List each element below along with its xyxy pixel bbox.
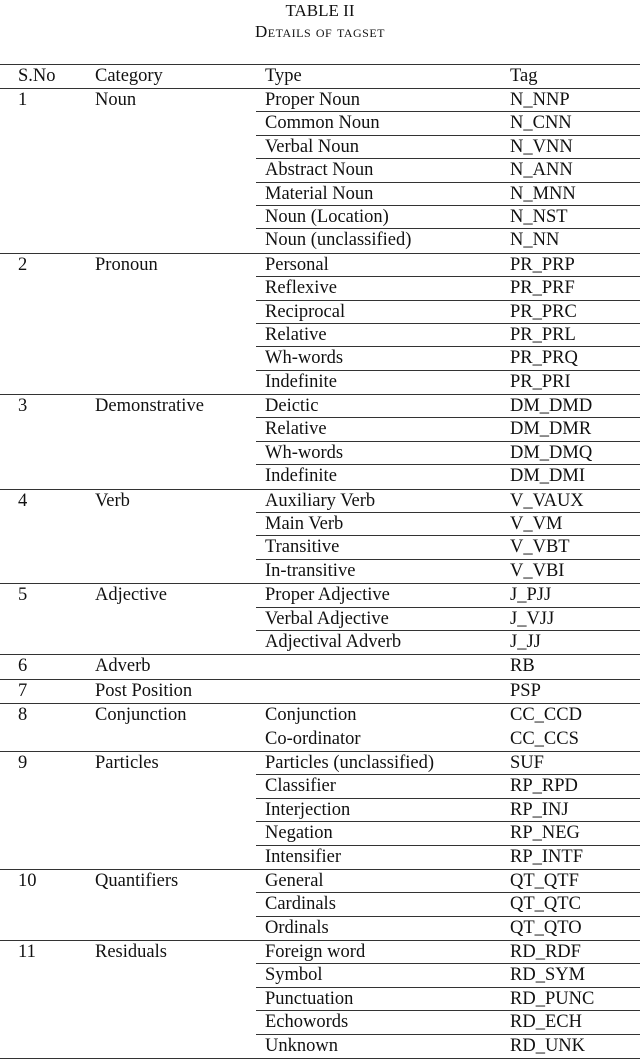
cell-type: Foreign word (265, 942, 366, 963)
cell-sno: 7 (18, 680, 28, 701)
cell-type: Noun (unclassified) (265, 230, 412, 251)
cell-type: Verbal Noun (265, 136, 360, 157)
table-row (0, 893, 640, 916)
table-row (0, 112, 640, 135)
cell-tag: RP_NEG (510, 823, 580, 844)
cell-sno: 1 (18, 90, 28, 110)
table-row (0, 751, 640, 775)
table-row (0, 418, 640, 441)
cell-tag: J_PJJ (510, 585, 552, 606)
table-row (0, 489, 640, 513)
cell-tag: RD_ECH (510, 1012, 582, 1033)
table-row (0, 964, 640, 987)
cell-type: Personal (265, 254, 329, 275)
cell-tag: J_JJ (510, 631, 541, 652)
cell-type: Adjectival Adverb (265, 631, 402, 652)
table-row (0, 89, 640, 112)
cell-tag: RB (510, 656, 535, 677)
cell-category: Noun (95, 90, 137, 110)
cell-type: Noun (Location) (265, 206, 389, 227)
cell-type: Auxiliary Verb (265, 490, 376, 511)
cell-tag: V_VBT (510, 537, 570, 558)
cell-tag: CC_CCD (510, 705, 582, 726)
cell-category: Quantifiers (95, 870, 179, 891)
cell-tag: N_ANN (510, 160, 573, 181)
cell-tag: QT_QTF (510, 870, 579, 891)
cell-type: Unknown (265, 1035, 338, 1056)
cell-tag: V_VM (510, 514, 563, 535)
header-type: Type (265, 66, 302, 86)
table-row (0, 703, 640, 727)
cell-type: Proper Noun (265, 90, 361, 110)
cell-sno: 10 (18, 870, 37, 891)
cell-type: Indefinite (265, 371, 337, 392)
cell-tag: N_VNN (510, 136, 573, 157)
table-row (0, 1035, 640, 1059)
cell-sno: 8 (18, 705, 28, 726)
cell-tag: RD_SYM (510, 965, 586, 986)
cell-sno: 5 (18, 585, 28, 606)
table-row (0, 159, 640, 182)
cell-category: Conjunction (95, 705, 187, 726)
cell-type: Negation (265, 823, 333, 844)
cell-tag: V_VBI (510, 560, 565, 581)
cell-tag: DM_DMD (510, 396, 593, 417)
cell-tag: RP_INJ (510, 799, 569, 820)
cell-tag: V_VAUX (510, 490, 584, 511)
cell-sno: 3 (18, 396, 28, 417)
cell-tag: PR_PRC (510, 301, 577, 322)
cell-tag: DM_DMI (510, 466, 586, 487)
table-row (0, 583, 640, 607)
cell-type: General (265, 870, 324, 891)
cell-tag: PR_PRF (510, 278, 575, 299)
cell-tag: N_NST (510, 206, 568, 227)
table-row (0, 206, 640, 229)
cell-tag: RP_RPD (510, 776, 578, 797)
table-row (0, 536, 640, 559)
cell-type: Wh-words (265, 442, 344, 463)
cell-tag: RD_PUNC (510, 988, 595, 1009)
cell-sno: 6 (18, 656, 28, 677)
cell-type: Wh-words (265, 348, 344, 369)
cell-type: Relative (265, 324, 327, 345)
table-row (0, 371, 640, 394)
cell-type: In-transitive (265, 560, 356, 581)
cell-sno: 9 (18, 752, 28, 773)
table-row (0, 560, 640, 583)
table-row (0, 728, 640, 751)
cell-type: Classifier (265, 776, 336, 797)
table-row (0, 988, 640, 1011)
table-row (0, 394, 640, 418)
table-row (0, 775, 640, 798)
table-row (0, 608, 640, 631)
table-row (0, 465, 640, 488)
cell-tag: N_NNP (510, 90, 570, 110)
cell-tag: RD_RDF (510, 942, 581, 963)
cell-type: Reflexive (265, 278, 337, 299)
cell-type: Relative (265, 419, 327, 440)
cell-tag: PSP (510, 680, 541, 701)
cell-type: Conjunction (265, 705, 357, 726)
cell-tag: PR_PRL (510, 324, 576, 345)
table-row (0, 347, 640, 370)
table-subtitle: Details of tagset (254, 22, 386, 41)
cell-type: Transitive (265, 537, 340, 558)
table-row (0, 277, 640, 300)
cell-sno: 4 (18, 490, 28, 511)
table-row (0, 253, 640, 277)
table-row (0, 631, 640, 654)
cell-type: Symbol (265, 965, 323, 986)
cell-tag: DM_DMQ (510, 442, 593, 463)
table-row (0, 229, 640, 252)
cell-tag: PR_PRI (510, 371, 571, 392)
cell-type: Punctuation (265, 988, 354, 1009)
cell-category: Pronoun (95, 254, 158, 275)
cell-tag: SUF (510, 752, 544, 773)
cell-tag: J_VJJ (510, 608, 555, 629)
table-row (0, 324, 640, 347)
cell-type: Abstract Noun (265, 160, 374, 181)
table-row (0, 513, 640, 536)
cell-type: Verbal Adjective (265, 608, 389, 629)
table-row (0, 654, 640, 678)
cell-type: Indefinite (265, 466, 337, 487)
cell-category: Adverb (95, 656, 151, 677)
cell-type: Intensifier (265, 846, 342, 867)
cell-tag: RP_INTF (510, 846, 583, 867)
cell-tag: PR_PRQ (510, 348, 578, 369)
header-sno: S.No (18, 66, 56, 86)
table-row (0, 136, 640, 159)
cell-category: Demonstrative (95, 396, 204, 417)
cell-type: Ordinals (265, 917, 329, 938)
cell-sno: 11 (18, 942, 36, 963)
table-title: TABLE II (285, 1, 355, 20)
cell-tag: QT_QTC (510, 894, 581, 915)
cell-type: Echowords (265, 1012, 349, 1033)
cell-category: Residuals (95, 942, 167, 963)
cell-tag: N_CNN (510, 113, 572, 134)
cell-tag: N_NN (510, 230, 560, 251)
table-header (0, 64, 640, 89)
header-tag: Tag (510, 66, 538, 86)
cell-type: Co-ordinator (265, 728, 361, 749)
cell-category: Particles (95, 752, 159, 773)
table-row (0, 679, 640, 703)
cell-tag: QT_QTO (510, 917, 582, 938)
table-row (0, 917, 640, 940)
cell-tag: N_MNN (510, 183, 576, 204)
cell-category: Adjective (95, 585, 167, 606)
cell-tag: PR_PRP (510, 254, 575, 275)
cell-type: Reciprocal (265, 301, 346, 322)
cell-type: Material Noun (265, 183, 374, 204)
table-row (0, 442, 640, 465)
cell-tag: CC_CCS (510, 728, 579, 749)
cell-type: Proper Adjective (265, 585, 390, 606)
cell-type: Interjection (265, 799, 351, 820)
header-category: Category (95, 66, 163, 86)
table-row (0, 799, 640, 822)
cell-category: Post Position (95, 680, 193, 701)
cell-type: Deictic (265, 396, 319, 417)
table-row (0, 869, 640, 893)
cell-type: Particles (unclassified) (265, 752, 435, 773)
table-row (0, 822, 640, 845)
cell-type: Main Verb (265, 514, 344, 535)
table-row (0, 940, 640, 964)
cell-type: Common Noun (265, 113, 380, 134)
table-row (0, 183, 640, 206)
table-row (0, 1011, 640, 1034)
cell-tag: RD_UNK (510, 1035, 586, 1056)
table-row (0, 301, 640, 324)
table-row (0, 846, 640, 869)
cell-tag: DM_DMR (510, 419, 592, 440)
cell-type: Cardinals (265, 894, 336, 915)
cell-category: Verb (95, 490, 130, 511)
cell-sno: 2 (18, 254, 28, 275)
tagset-table (0, 64, 640, 1059)
